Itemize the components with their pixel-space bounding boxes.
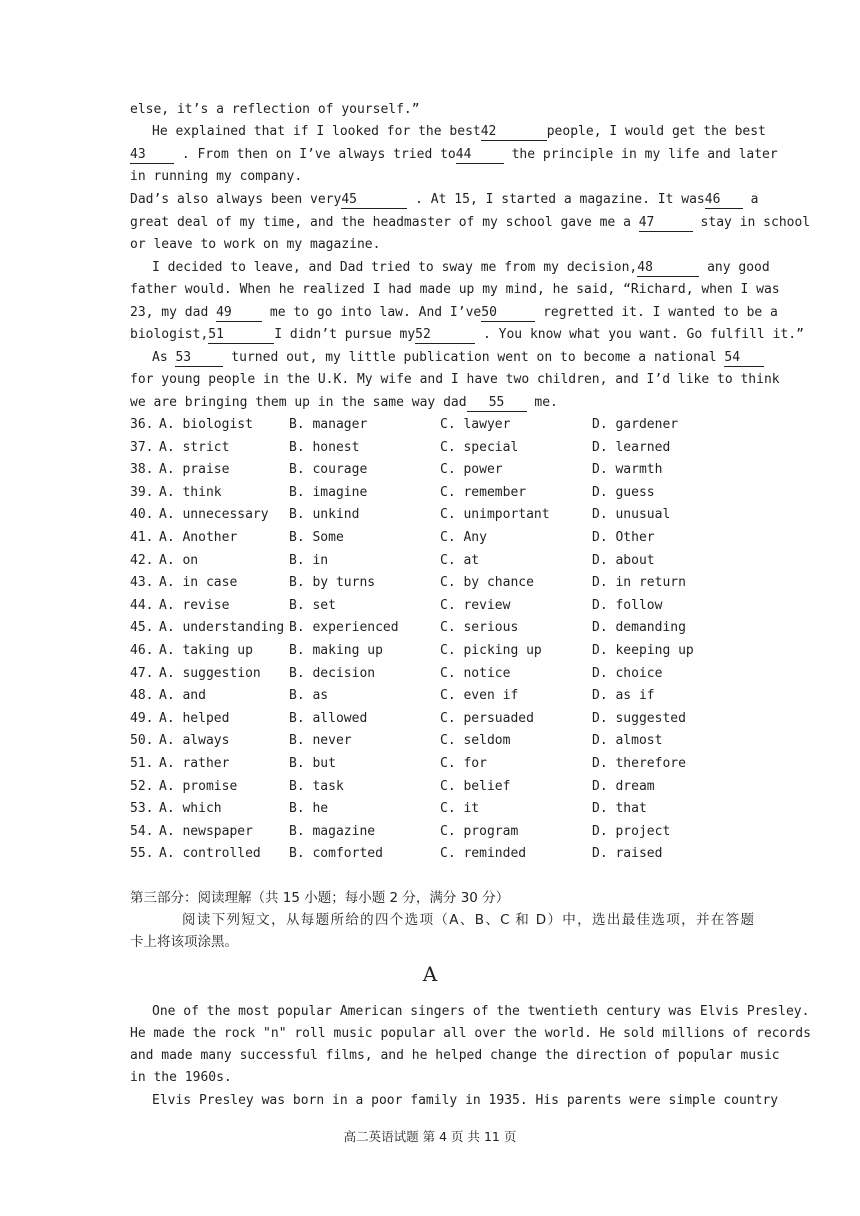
reading-line: and made many successful films, and he helped change the direction of popular music — [130, 1048, 780, 1063]
passage-line — [152, 347, 754, 369]
option-c: C. remember — [440, 484, 527, 500]
section-letter: A — [422, 962, 438, 986]
passage-text: me. — [526, 395, 558, 410]
question-row — [130, 798, 770, 820]
question-row — [130, 843, 770, 865]
option-b: B. he — [289, 801, 329, 817]
passage-text: else, it’s a reflection of yourself.” — [130, 102, 420, 117]
option-b: B. imagine — [289, 484, 368, 500]
option-c: C. notice — [440, 665, 511, 681]
option-a: A. strict — [159, 439, 230, 455]
passage-line — [130, 369, 780, 391]
passage-text: a — [742, 192, 759, 207]
option-c: C. lawyer — [440, 417, 511, 432]
blank-43: 43 — [130, 147, 174, 164]
question-row — [130, 776, 770, 798]
option-a: A. on — [159, 552, 199, 568]
passage-text: regretted it. I wanted to be a — [535, 305, 778, 320]
option-c: C. reminded — [440, 846, 527, 862]
part3-instruction-line2: 卡上将该项涂黑。 — [130, 934, 238, 950]
option-c: C. special — [440, 439, 519, 455]
passage-line — [130, 234, 754, 256]
question-row — [130, 821, 770, 843]
option-d: D. learned — [592, 439, 671, 455]
passage-text: the principle in my life and later — [503, 147, 778, 162]
passage-text: . From then on I’ve always tried to — [174, 147, 456, 162]
option-b: B. allowed — [289, 710, 368, 726]
option-b: B. in — [289, 552, 329, 568]
blank-52: 52 — [415, 327, 475, 344]
question-row — [130, 595, 770, 617]
question-number: 49. — [130, 710, 154, 726]
question-number: 50. — [130, 733, 154, 749]
question-row — [130, 730, 770, 752]
passage-text: for young people in the U.K. My wife and I have two children, and I’d like to think — [130, 372, 780, 387]
option-a: A. unnecessary — [159, 507, 269, 523]
blank-54: 54 — [724, 350, 764, 367]
option-d: D. in return — [592, 575, 686, 591]
option-d: D. about — [592, 552, 655, 568]
option-a: A. praise — [159, 462, 230, 478]
option-d: D. follow — [592, 597, 663, 613]
option-c: C. power — [440, 462, 503, 478]
option-c: C. by chance — [440, 575, 534, 591]
option-a: A. in case — [159, 575, 238, 591]
option-d: D. keeping up — [592, 643, 694, 658]
question-number: 47. — [130, 665, 154, 681]
passage-line — [130, 279, 780, 301]
option-c: C. unimportant — [440, 507, 550, 523]
passage-line — [130, 324, 804, 346]
blank-42: 42 — [481, 124, 547, 141]
question-row — [130, 617, 770, 639]
passage-line — [130, 166, 754, 188]
option-b: B. never — [289, 733, 352, 749]
option-d: D. that — [592, 801, 647, 817]
question-number: 52. — [130, 778, 154, 794]
blank-45: 45 — [341, 192, 407, 209]
option-c: C. seldom — [440, 733, 511, 749]
passage-text: stay in school — [692, 215, 811, 230]
option-b: B. Some — [289, 530, 344, 545]
passage-line — [130, 189, 759, 211]
passage-text: He explained that if I looked for the best — [152, 124, 481, 139]
option-d: D. Other — [592, 530, 655, 545]
option-a: A. rather — [159, 756, 230, 771]
option-d: D. gardener — [592, 417, 679, 432]
question-row — [130, 708, 770, 730]
question-row — [130, 640, 770, 662]
passage-text: biologist, — [130, 327, 209, 342]
option-a: A. think — [159, 484, 222, 500]
option-a: A. revise — [159, 597, 230, 613]
passage-line — [130, 392, 754, 414]
blank-44: 44 — [456, 147, 504, 164]
option-d: D. unusual — [592, 507, 671, 523]
passage-text: As — [152, 350, 176, 365]
blank-50: 50 — [481, 305, 535, 322]
option-b: B. experienced — [289, 620, 399, 636]
option-d: D. guess — [592, 484, 655, 500]
question-number: 48. — [130, 688, 154, 704]
option-b: B. decision — [289, 665, 376, 681]
reading-line: He made the rock "n" roll music popular all over the world. He sold millions of records — [130, 1026, 811, 1041]
question-number: 54. — [130, 823, 154, 839]
option-c: C. Any — [440, 530, 487, 545]
question-row — [130, 663, 770, 685]
option-c: C. for — [440, 756, 487, 771]
passage-text: . At 15, I started a magazine. It was — [407, 192, 705, 207]
passage-text: . You know what you want. Go fulfill it.” — [475, 327, 804, 342]
question-number: 53. — [130, 801, 154, 817]
question-number: 39. — [130, 484, 154, 500]
option-b: B. unkind — [289, 507, 360, 523]
option-c: C. belief — [440, 778, 511, 794]
option-c: C. program — [440, 823, 519, 839]
option-d: D. demanding — [592, 620, 686, 636]
question-number: 51. — [130, 756, 154, 771]
reading-line: in the 1960s. — [130, 1070, 232, 1085]
passage-line — [130, 302, 778, 324]
blank-48: 48 — [637, 260, 699, 277]
passage-text: we are bringing them up in the same way dad — [130, 395, 467, 410]
passage-text: I didn’t pursue my — [274, 327, 416, 342]
blank-55: 55 — [467, 395, 527, 412]
question-row — [130, 504, 770, 526]
option-b: B. by turns — [289, 575, 376, 591]
part3-instruction-line1: 阅读下列短文，从每题所给的四个选项（A、B、C 和 D）中，选出最佳选项，并在答题 — [182, 912, 754, 928]
reading-line: Elvis Presley was born in a poor family in 1935. His parents were simple country — [152, 1093, 779, 1108]
option-b: B. manager — [289, 417, 368, 432]
option-b: B. set — [289, 597, 336, 613]
passage-line — [130, 144, 778, 166]
option-d: D. therefore — [592, 756, 686, 771]
option-c: C. persuaded — [440, 710, 534, 726]
option-d: D. raised — [592, 846, 663, 862]
option-c: C. picking up — [440, 643, 542, 658]
reading-line: One of the most popular American singers of the twentieth century was Elvis Presley. — [152, 1004, 810, 1019]
option-c: C. it — [440, 801, 480, 817]
option-d: D. almost — [592, 733, 663, 749]
option-c: C. at — [440, 552, 480, 568]
passage-text: 23, my dad — [130, 305, 217, 320]
option-b: B. honest — [289, 439, 360, 455]
option-a: A. helped — [159, 710, 230, 726]
question-number: 45. — [130, 620, 154, 636]
option-d: D. suggested — [592, 710, 686, 726]
question-row — [130, 685, 770, 707]
question-row — [130, 414, 770, 436]
option-d: D. warmth — [592, 462, 663, 478]
option-b: B. but — [289, 756, 336, 771]
passage-text: turned out, my little publication went on to become a national — [223, 350, 725, 365]
blank-46: 46 — [705, 192, 743, 209]
passage-line — [130, 99, 754, 121]
question-row — [130, 572, 770, 594]
option-b: B. task — [289, 778, 344, 794]
option-a: A. which — [159, 801, 222, 817]
question-number: 55. — [130, 846, 154, 862]
part3-heading: 第三部分：阅读理解（共 15 小题；每小题 2 分，满分 30 分） — [130, 890, 510, 906]
blank-49: 49 — [216, 305, 262, 322]
question-number: 37. — [130, 439, 154, 455]
question-number: 38. — [130, 462, 154, 478]
blank-53: 53 — [175, 350, 223, 367]
page-footer: 高二英语试题 第 4 页 共 11 页 — [343, 1129, 517, 1144]
question-row — [130, 437, 770, 459]
option-b: B. magazine — [289, 823, 376, 839]
question-row — [130, 459, 770, 481]
option-a: A. controlled — [159, 846, 261, 862]
option-d: D. as if — [592, 688, 655, 704]
question-number: 41. — [130, 530, 154, 545]
option-a: A. promise — [159, 778, 238, 794]
question-row — [130, 482, 770, 504]
blank-47: 47 — [639, 215, 693, 232]
passage-text: in running my company. — [130, 169, 303, 184]
passage-line — [152, 257, 770, 279]
option-d: D. choice — [592, 665, 663, 681]
option-a: A. Another — [159, 530, 238, 545]
option-d: D. dream — [592, 778, 655, 794]
passage-text: father would. When he realized I had made up my mind, he said, “Richard, when I was — [130, 282, 780, 297]
option-a: A. newspaper — [159, 823, 253, 839]
passage-text: people, I would get the best — [546, 124, 766, 139]
passage-text: great deal of my time, and the headmaster of my school gave me a — [130, 215, 639, 230]
passage-text: me to go into law. And I’ve — [262, 305, 482, 320]
passage-text: any good — [699, 260, 770, 275]
option-a: A. and — [159, 688, 206, 704]
passage-line — [130, 212, 811, 234]
option-b: B. making up — [289, 643, 383, 658]
question-number: 44. — [130, 597, 154, 613]
option-b: B. comforted — [289, 846, 383, 862]
option-a: A. biologist — [159, 417, 253, 432]
option-b: B. as — [289, 688, 329, 704]
option-a: A. understanding — [159, 620, 285, 636]
option-a: A. taking up — [159, 643, 253, 658]
question-number: 36. — [130, 417, 154, 432]
question-row — [130, 753, 770, 775]
question-row — [130, 550, 770, 572]
option-c: C. serious — [440, 620, 519, 636]
option-b: B. courage — [289, 462, 368, 478]
blank-51: 51 — [208, 327, 274, 344]
passage-text: Dad’s also always been very — [130, 192, 342, 207]
question-number: 43. — [130, 575, 154, 591]
question-number: 42. — [130, 552, 154, 568]
passage-text: or leave to work on my magazine. — [130, 237, 381, 252]
passage-line — [152, 121, 766, 143]
question-number: 46. — [130, 643, 154, 658]
passage-text: I decided to leave, and Dad tried to sway me from my decision, — [152, 260, 638, 275]
option-c: C. even if — [440, 688, 519, 704]
option-a: A. always — [159, 733, 230, 749]
option-d: D. project — [592, 823, 671, 839]
question-number: 40. — [130, 507, 154, 523]
option-c: C. review — [440, 597, 511, 613]
question-row — [130, 527, 770, 549]
option-a: A. suggestion — [159, 665, 261, 681]
